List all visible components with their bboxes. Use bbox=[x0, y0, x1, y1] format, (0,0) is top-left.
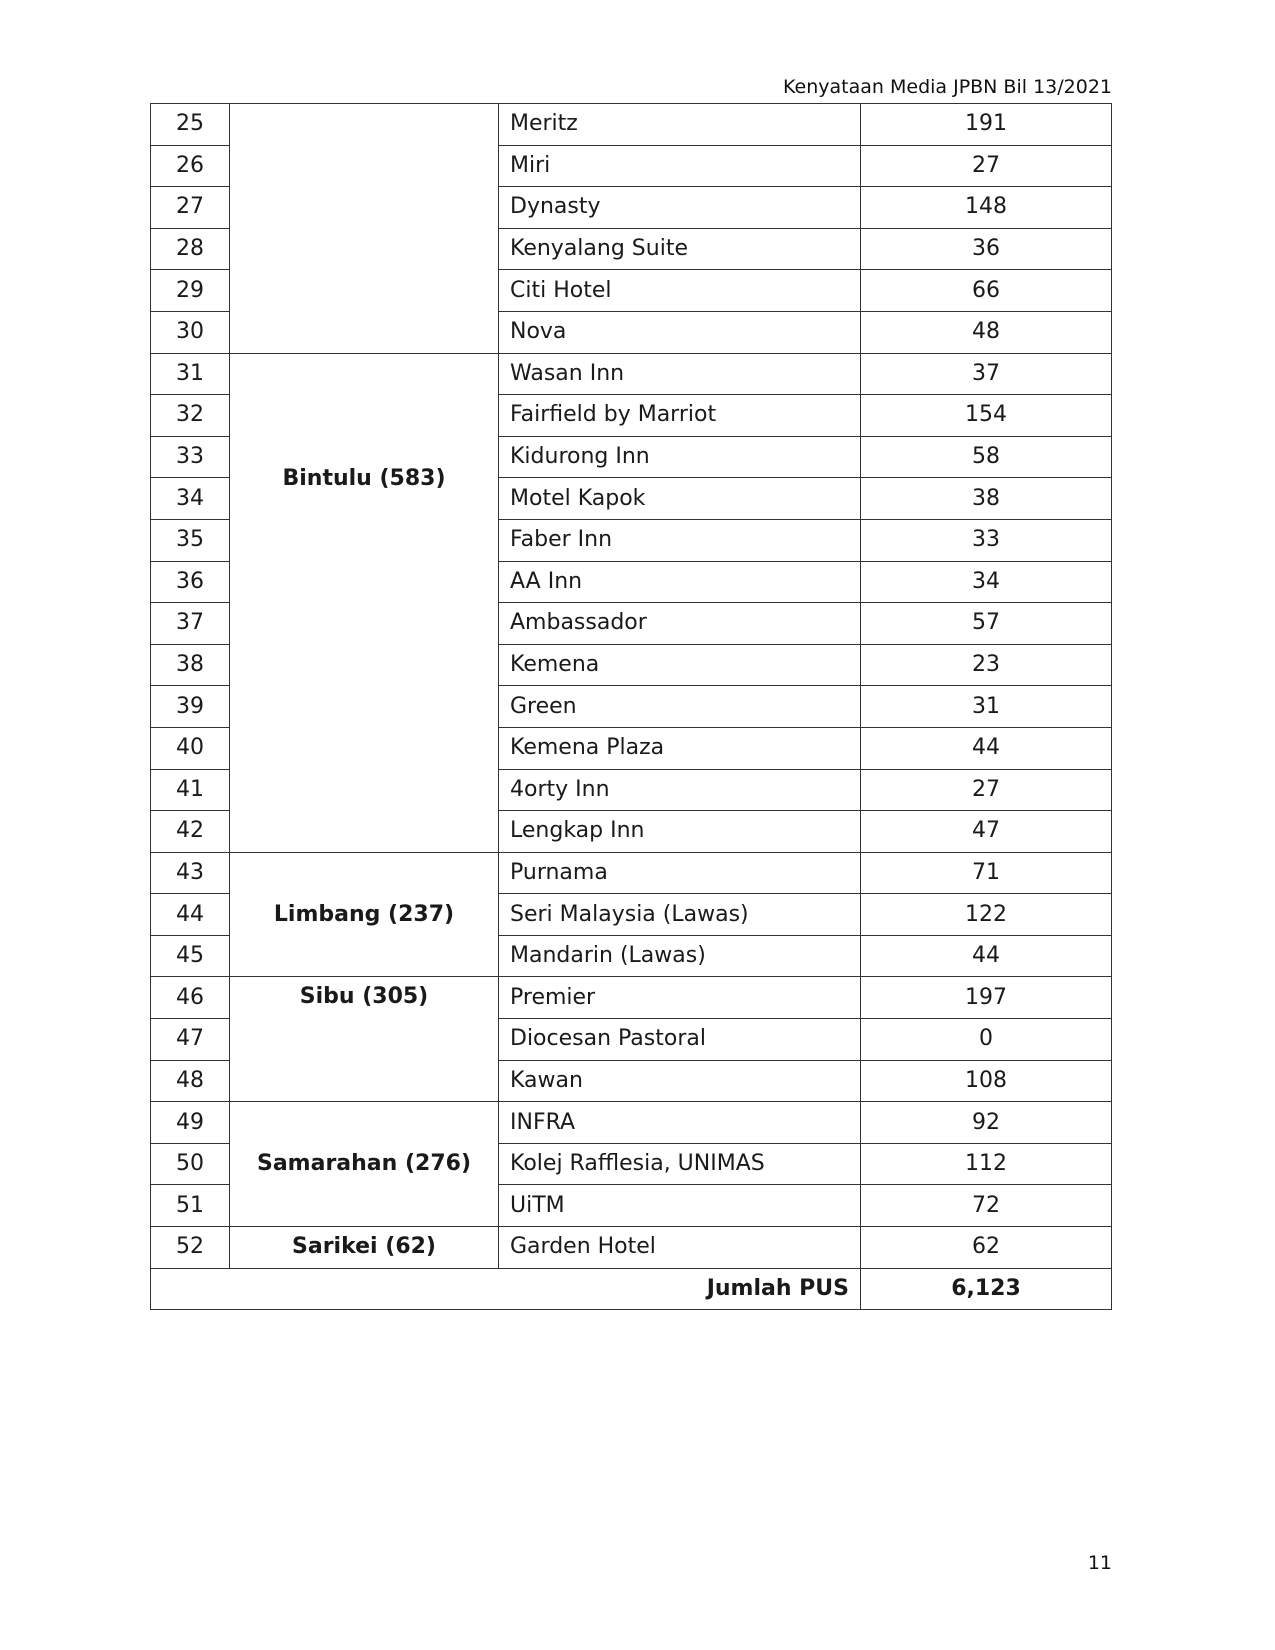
table-row bbox=[151, 353, 1112, 395]
pus-count: 71 bbox=[861, 852, 1112, 894]
total-label: Jumlah PUS bbox=[151, 1268, 861, 1310]
hotel-name: Mandarin (Lawas) bbox=[499, 935, 861, 977]
hotel-name: Garden Hotel bbox=[499, 1227, 861, 1269]
document-header: Kenyataan Media JPBN Bil 13/2021 bbox=[783, 76, 1112, 98]
pus-count: 122 bbox=[861, 894, 1112, 936]
row-number: 31 bbox=[151, 353, 230, 395]
district-sarikei: Sarikei (62) bbox=[230, 1227, 499, 1269]
hotel-name: Purnama bbox=[499, 852, 861, 894]
pus-count: 72 bbox=[861, 1185, 1112, 1227]
pus-count: 62 bbox=[861, 1227, 1112, 1269]
district-limbang: Limbang (237) bbox=[230, 852, 499, 977]
quarantine-centre-table bbox=[150, 103, 1112, 1310]
row-number: 26 bbox=[151, 145, 230, 187]
row-number: 46 bbox=[151, 977, 230, 1019]
pus-count: 27 bbox=[861, 145, 1112, 187]
hotel-name: Diocesan Pastoral bbox=[499, 1019, 861, 1061]
district-cell-empty bbox=[230, 104, 499, 354]
hotel-name: Motel Kapok bbox=[499, 478, 861, 520]
hotel-name: Miri bbox=[499, 145, 861, 187]
page-number: 11 bbox=[1087, 1552, 1112, 1574]
pus-count: 23 bbox=[861, 644, 1112, 686]
pus-count: 197 bbox=[861, 977, 1112, 1019]
hotel-name: Kemena Plaza bbox=[499, 727, 861, 769]
pus-count: 33 bbox=[861, 519, 1112, 561]
row-number: 50 bbox=[151, 1143, 230, 1185]
district-samarahan: Samarahan (276) bbox=[230, 1102, 499, 1227]
total-row bbox=[151, 1268, 1112, 1310]
row-number: 25 bbox=[151, 104, 230, 146]
pus-count: 112 bbox=[861, 1143, 1112, 1185]
pus-count: 31 bbox=[861, 686, 1112, 728]
row-number: 32 bbox=[151, 395, 230, 437]
row-number: 48 bbox=[151, 1060, 230, 1102]
row-number: 27 bbox=[151, 187, 230, 229]
hotel-name: Premier bbox=[499, 977, 861, 1019]
row-number: 41 bbox=[151, 769, 230, 811]
table-row bbox=[151, 1227, 1112, 1269]
row-number: 38 bbox=[151, 644, 230, 686]
pus-count: 0 bbox=[861, 1019, 1112, 1061]
pus-count: 34 bbox=[861, 561, 1112, 603]
total-value: 6,123 bbox=[861, 1268, 1112, 1310]
hotel-name: Meritz bbox=[499, 104, 861, 146]
hotel-name: Green bbox=[499, 686, 861, 728]
pus-count: 154 bbox=[861, 395, 1112, 437]
row-number: 45 bbox=[151, 935, 230, 977]
hotel-name: Wasan Inn bbox=[499, 353, 861, 395]
hotel-name: Lengkap Inn bbox=[499, 811, 861, 853]
hotel-name: Kenyalang Suite bbox=[499, 228, 861, 270]
hotel-name: AA Inn bbox=[499, 561, 861, 603]
table-row bbox=[151, 977, 1112, 1019]
hotel-name: Ambassador bbox=[499, 603, 861, 645]
row-number: 37 bbox=[151, 603, 230, 645]
pus-count: 36 bbox=[861, 228, 1112, 270]
pus-count: 191 bbox=[861, 104, 1112, 146]
row-number: 34 bbox=[151, 478, 230, 520]
hotel-name: Kemena bbox=[499, 644, 861, 686]
row-number: 40 bbox=[151, 727, 230, 769]
row-number: 35 bbox=[151, 519, 230, 561]
hotel-name: Kawan bbox=[499, 1060, 861, 1102]
pus-count: 27 bbox=[861, 769, 1112, 811]
row-number: 36 bbox=[151, 561, 230, 603]
table-row bbox=[151, 104, 1112, 146]
district-bintulu: Bintulu (583) bbox=[230, 353, 499, 852]
row-number: 43 bbox=[151, 852, 230, 894]
row-number: 39 bbox=[151, 686, 230, 728]
hotel-name: Kolej Rafflesia, UNIMAS bbox=[499, 1143, 861, 1185]
row-number: 52 bbox=[151, 1227, 230, 1269]
hotel-name: Nova bbox=[499, 311, 861, 353]
row-number: 42 bbox=[151, 811, 230, 853]
row-number: 44 bbox=[151, 894, 230, 936]
row-number: 28 bbox=[151, 228, 230, 270]
hotel-name: UiTM bbox=[499, 1185, 861, 1227]
hotel-name: Fairfield by Marriot bbox=[499, 395, 861, 437]
district-sibu: Sibu (305) bbox=[230, 977, 499, 1102]
pus-count: 48 bbox=[861, 311, 1112, 353]
hotel-name: 4orty Inn bbox=[499, 769, 861, 811]
pus-count: 38 bbox=[861, 478, 1112, 520]
row-number: 47 bbox=[151, 1019, 230, 1061]
pus-count: 44 bbox=[861, 935, 1112, 977]
row-number: 29 bbox=[151, 270, 230, 312]
pus-count: 44 bbox=[861, 727, 1112, 769]
hotel-name: Faber Inn bbox=[499, 519, 861, 561]
pus-count: 66 bbox=[861, 270, 1112, 312]
hotel-name: Seri Malaysia (Lawas) bbox=[499, 894, 861, 936]
row-number: 51 bbox=[151, 1185, 230, 1227]
hotel-name: Dynasty bbox=[499, 187, 861, 229]
pus-count: 92 bbox=[861, 1102, 1112, 1144]
row-number: 49 bbox=[151, 1102, 230, 1144]
pus-count: 37 bbox=[861, 353, 1112, 395]
row-number: 33 bbox=[151, 436, 230, 478]
pus-count: 108 bbox=[861, 1060, 1112, 1102]
pus-count: 148 bbox=[861, 187, 1112, 229]
pus-count: 47 bbox=[861, 811, 1112, 853]
row-number: 30 bbox=[151, 311, 230, 353]
hotel-name: INFRA bbox=[499, 1102, 861, 1144]
table-row bbox=[151, 1102, 1112, 1144]
hotel-name: Kidurong Inn bbox=[499, 436, 861, 478]
pus-count: 57 bbox=[861, 603, 1112, 645]
pus-count: 58 bbox=[861, 436, 1112, 478]
table-row bbox=[151, 852, 1112, 894]
hotel-name: Citi Hotel bbox=[499, 270, 861, 312]
